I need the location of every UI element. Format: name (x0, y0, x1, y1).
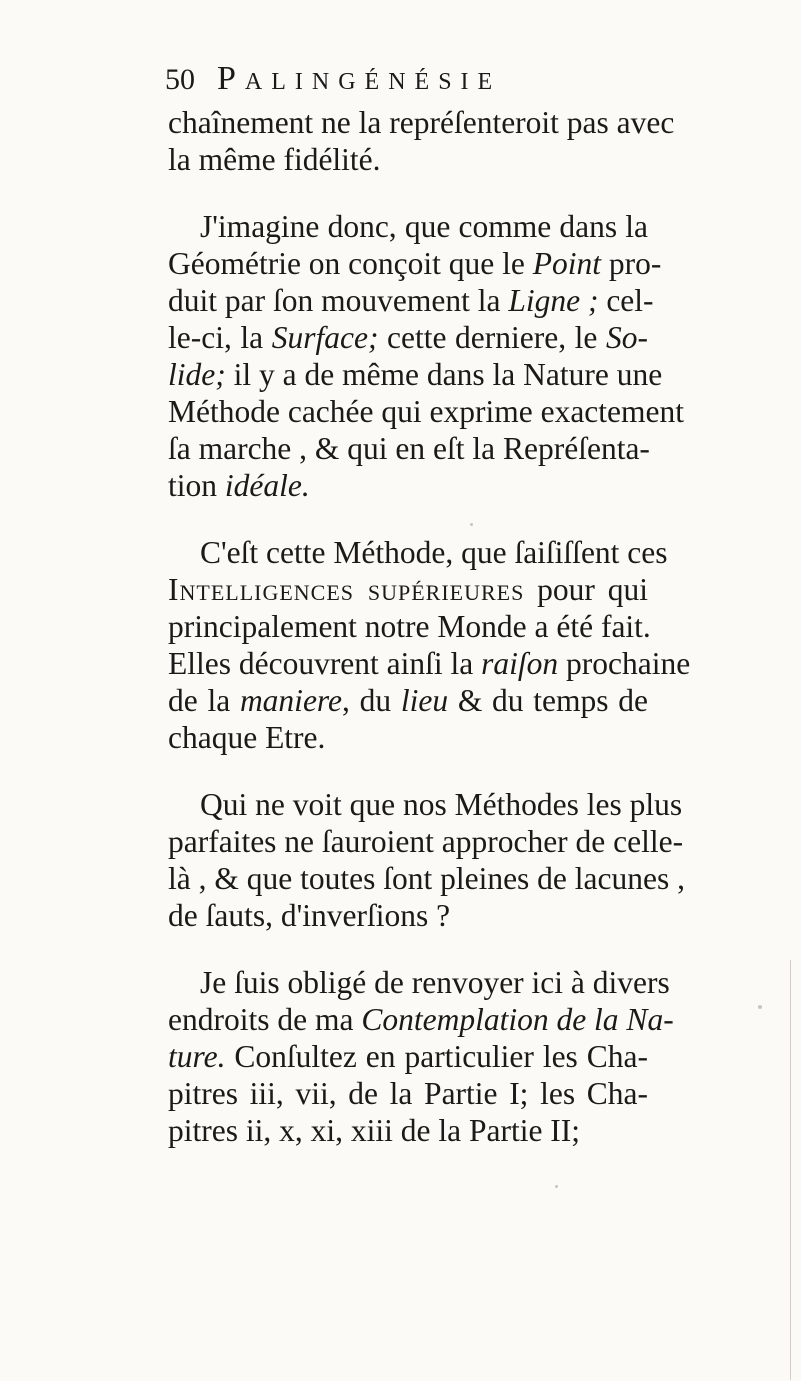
text-line: Géométrie on conçoit que le Point pro- (168, 246, 662, 281)
body-text (168, 104, 691, 1149)
text-line: Intelligences supérieures pour qui (168, 572, 648, 607)
text-line: Elles découvrent ainſi la raiſon prochaine (168, 646, 691, 681)
text-line: Je ſuis obligé de renvoyer ici à divers (200, 965, 670, 1000)
paragraph-2 (168, 208, 684, 504)
text-line: parfaites ne ſauroient approcher de celle- (168, 824, 684, 859)
text-line: principalement notre Monde a été fait. (168, 609, 651, 644)
text-line: là , & que toutes ſont pleines de lacunes , (168, 861, 685, 896)
paragraph-3 (168, 534, 691, 756)
text-line: tion idéale. (168, 468, 310, 503)
text-line: le-ci, la Surface; cette derniere, le So- (168, 320, 648, 355)
text-line: lide; il y a de même dans la Nature une (168, 357, 663, 392)
text-line: de la maniere, du lieu & du temps de (168, 683, 648, 718)
text-line: pitres ii, x, xi, xiii de la Partie II; (168, 1113, 581, 1148)
paper-speck (555, 1185, 558, 1188)
text-line: J'imagine donc, que comme dans la (200, 209, 648, 244)
running-title: Palingénésie (217, 60, 502, 97)
text-line: chaque Etre. (168, 720, 326, 755)
text-line: ture. Conſultez en particulier les Cha- (168, 1039, 648, 1074)
paragraph-1 (168, 104, 675, 178)
page-number: 50 (165, 63, 195, 96)
text-line: C'eſt cette Méthode, que ſaiſiſſent ces (200, 535, 668, 570)
text-line: endroits de ma Contemplation de la Na- (168, 1002, 674, 1037)
text-line: de ſauts, d'inverſions ? (168, 898, 451, 933)
paper-speck (758, 1005, 762, 1009)
text-line: chaînement ne la repréſenteroit pas avec (168, 105, 675, 140)
text-line: Méthode cachée qui exprime exactement (168, 394, 684, 429)
text-line: duit par ſon mouvement la Ligne ; cel- (168, 283, 654, 318)
paragraph-5 (168, 964, 674, 1149)
paragraph-4 (168, 786, 685, 934)
paper-speck (470, 523, 473, 526)
text-line: pitres iii, vii, de la Partie I; les Cha- (168, 1076, 648, 1111)
page-header (165, 60, 635, 100)
text-line: ſa marche , & qui en eſt la Repréſenta- (168, 431, 650, 466)
text-line: Qui ne voit que nos Méthodes les plus (200, 787, 683, 822)
text-line: la même fidélité. (168, 142, 381, 177)
page-edge-mark (790, 960, 791, 1380)
